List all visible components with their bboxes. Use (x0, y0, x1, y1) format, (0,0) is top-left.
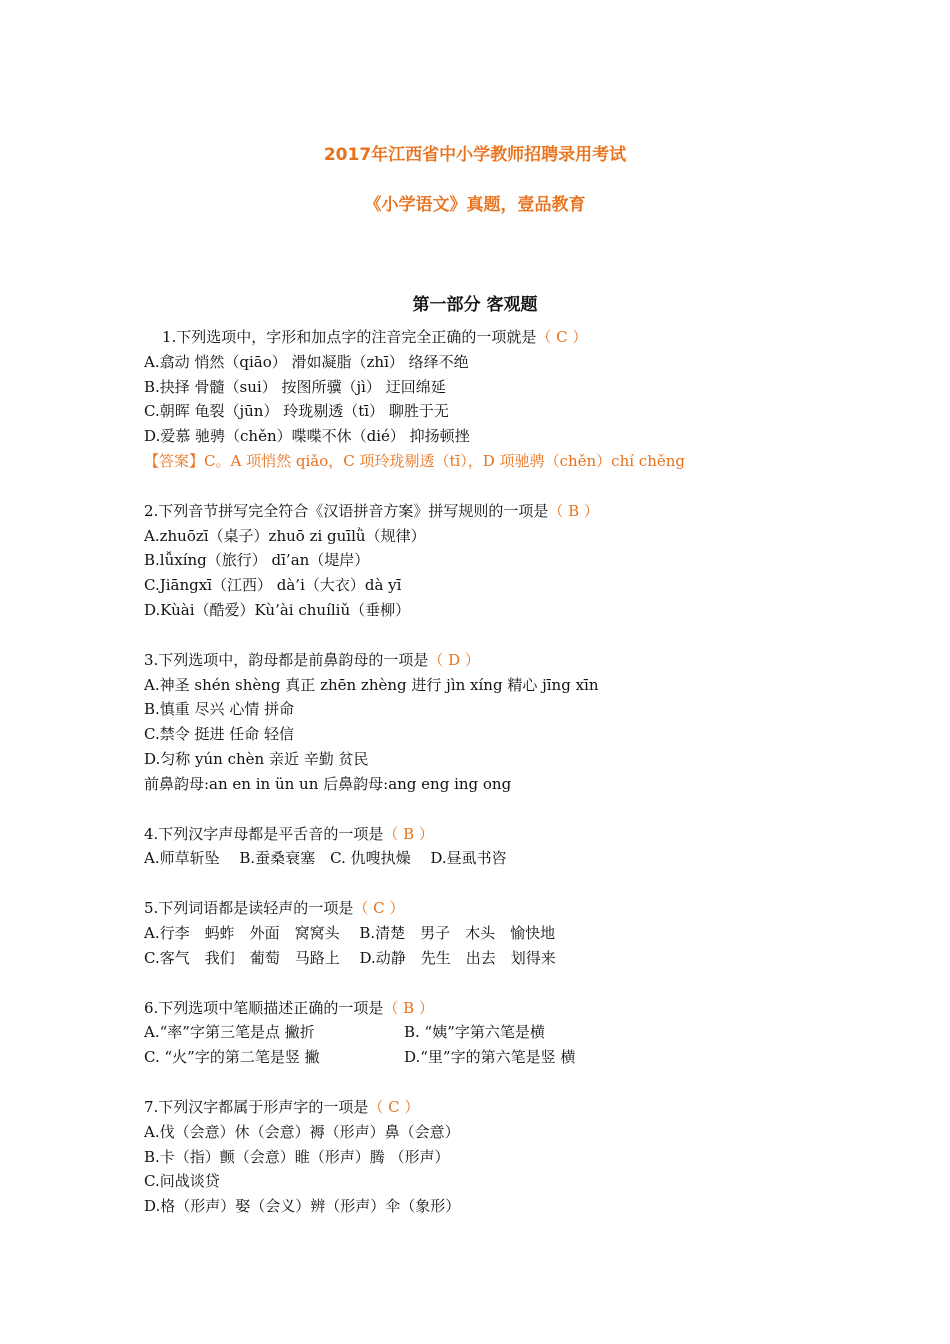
option-line: C.禁令 挺进 任命 轻信 (144, 725, 295, 744)
question-list (144, 325, 924, 1244)
question-stem (144, 896, 924, 921)
question-1 (144, 325, 924, 474)
stem-text: 6.下列选项中笔顺描述正确的一项是 (144, 998, 384, 1017)
option-line: A.翕动 悄然（qiāo） 滑如凝脂（zhī） 络绎不绝 (144, 352, 469, 371)
option-line: B.抉择 骨髓（sui） 按图所骥（jì） 迂回绵延 (144, 377, 446, 396)
option-line: C.客气 我们 葡萄 马路上 D.动静 先生 出去 划得来 (144, 948, 556, 967)
document-title-line-2: 《小学语文》真题，壹品教育 (364, 195, 586, 215)
answer-marker: （ D ） (428, 650, 480, 669)
stem-text: 3.下列选项中，韵母都是前鼻韵母的一项是 (144, 650, 429, 669)
option-line: A.zhuōzī（桌子）zhuō zi guīlǜ（规律） (144, 526, 426, 545)
question-3 (144, 648, 924, 797)
option-line: B.卡（指）颤（会意）睢（形声）腾 （形声） (144, 1147, 450, 1166)
stem-text: 7.下列汉字都属于形声字的一项是 (144, 1097, 369, 1116)
question-stem (144, 648, 924, 673)
option-row (144, 1020, 924, 1045)
stem-text: 1.下列选项中，字形和加点字的注音完全正确的一项就是 (162, 328, 537, 346)
answer-explanation: 【答案】C。A 项悄然 qiǎo，C 项玲珑剔透（tī），D 项驰骋（chěn）chí chěng (144, 451, 686, 470)
option-line: A.神圣 shén shèng 真正 zhēn zhèng 进行 jìn xíng 精心 jīng xīn (144, 675, 599, 694)
answer-marker: （ B ） (383, 824, 434, 843)
question-4 (144, 822, 924, 872)
option-a: A.“率”字第三笔是点 撇折 (144, 1023, 315, 1042)
question-stem (144, 822, 924, 847)
question-stem (144, 325, 924, 350)
stem-text: 2.下列音节拼写完全符合《汉语拼音方案》拼写规则的一项是 (144, 501, 549, 520)
answer-marker: （ B ） (383, 998, 434, 1017)
option-line: D.Kùài（酷爱）Kù’ài chuíliǔ（垂柳） (144, 600, 411, 619)
option-row (144, 1045, 924, 1070)
note-line: 前鼻韵母:an en in ün un 后鼻韵母:ang eng ing ong (144, 774, 512, 793)
option-line: B.lǚxíng（旅行） dī’an（堤岸） (144, 551, 370, 570)
answer-marker: （ C ） (353, 899, 405, 918)
stem-text: 5.下列词语都是读轻声的一项是 (144, 899, 354, 918)
option-line: D.匀称 yún chèn 亲近 辛勤 贫民 (144, 749, 369, 768)
question-stem (144, 499, 924, 524)
option-line: C.朝晖 龟裂（jūn） 玲珑剔透（tī） 聊胜于无 (144, 402, 449, 421)
question-stem (144, 996, 924, 1021)
answer-marker: （ C ） (368, 1097, 420, 1116)
option-line: A.师草斩坠 B.蚕桑衰塞 C. 仇嗖执燥 D.昼虱书咨 (144, 849, 507, 868)
option-line: B.慎重 尽兴 心情 拼命 (144, 700, 295, 719)
answer-marker: （ B ） (548, 501, 599, 520)
option-d: D.“里”字的第六笔是竖 横 (404, 1048, 576, 1067)
option-line: A.伐（会意）休（会意）褥（形声）鼻（会意） (144, 1122, 460, 1141)
answer-marker: （ C ） (536, 328, 588, 346)
option-c: C. “火”字的第二笔是竖 撇 (144, 1048, 320, 1067)
question-2 (144, 499, 924, 623)
option-line: C.问战谈贷 (144, 1172, 220, 1191)
option-b: B. “姨”字第六笔是横 (404, 1023, 545, 1042)
section-title: 第一部分 客观题 (412, 295, 538, 315)
option-line: C.Jiāngxī（江西） dà’i（大衣）dà yī (144, 576, 402, 595)
question-stem (144, 1095, 924, 1120)
stem-text: 4.下列汉字声母都是平舌音的一项是 (144, 824, 384, 843)
option-line: D.爱慕 驰骋（chěn）喋喋不休（dié） 抑扬顿挫 (144, 427, 470, 446)
option-line: A.行李 蚂蚱 外面 窝窝头 B.清楚 男子 木头 愉快地 (144, 923, 556, 942)
document-title-line-1: 2017年江西省中小学教师招聘录用考试 (323, 145, 627, 165)
question-7 (144, 1095, 924, 1219)
option-line: D.格（形声）娶（会义）辨（形声）伞（象形） (144, 1197, 461, 1216)
question-6 (144, 996, 924, 1070)
question-5 (144, 896, 924, 970)
